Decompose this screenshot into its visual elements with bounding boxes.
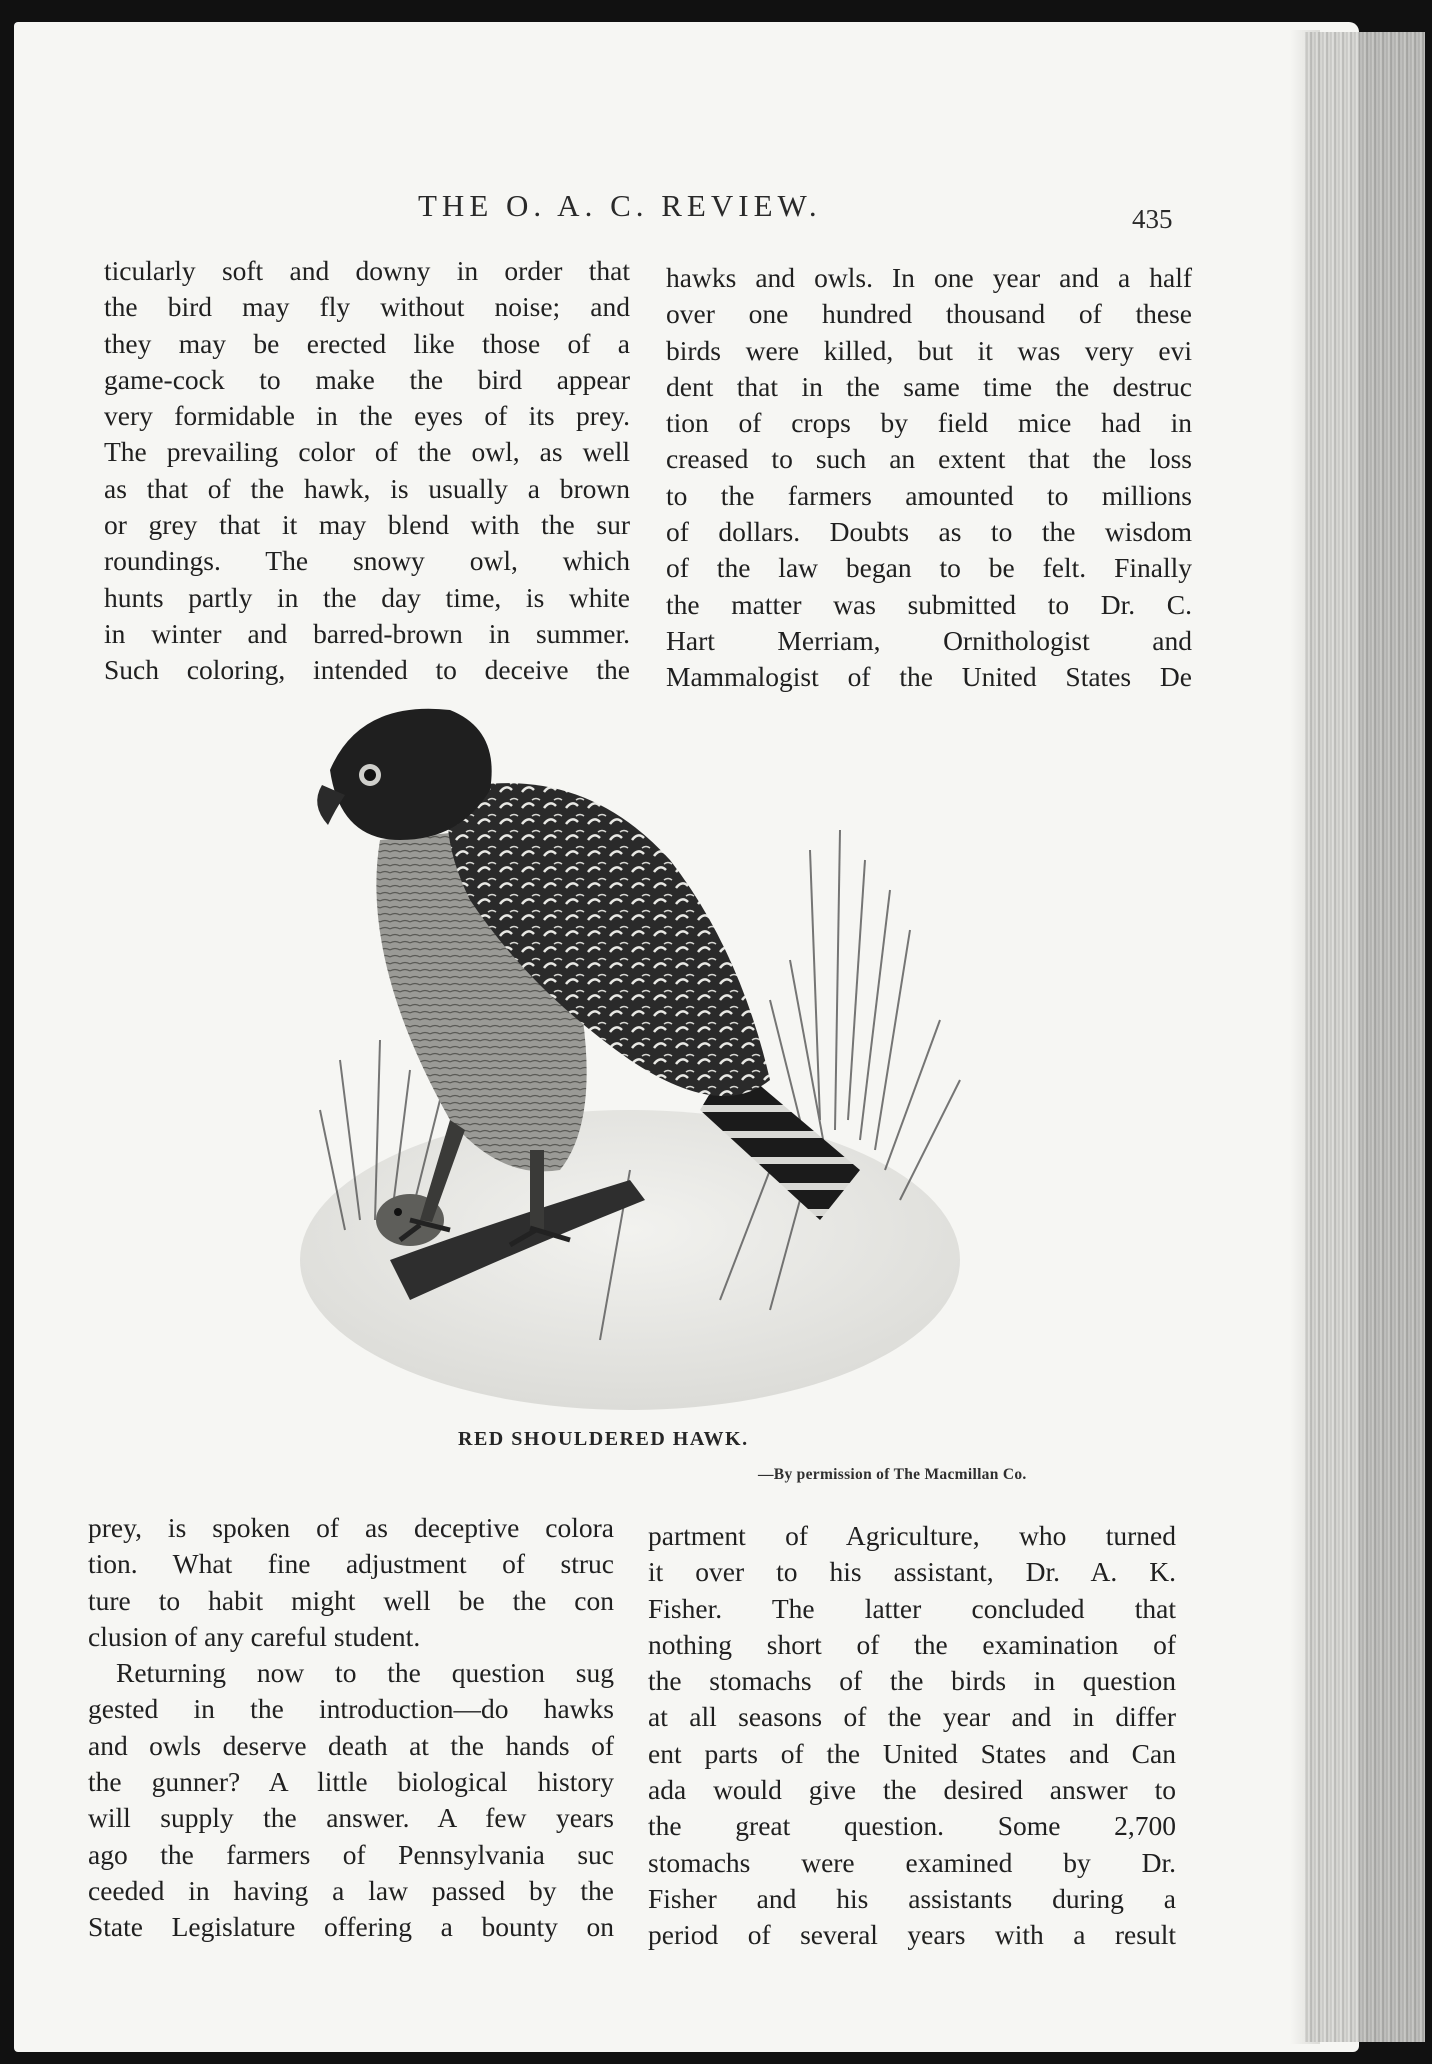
text-line: ent parts of the United States and Can bbox=[648, 1737, 1176, 1769]
page-stack-edge bbox=[1305, 32, 1425, 2042]
text-line: Mammalogist of the United States De bbox=[666, 661, 1192, 693]
text-line: the gunner? A little biological history bbox=[88, 1766, 614, 1798]
text-line: as that of the hawk, is usually a brown bbox=[104, 472, 630, 504]
text-line: hunts partly in the day time, is white bbox=[104, 581, 630, 613]
figure-credit: —By permission of The Macmillan Co. bbox=[758, 1466, 1027, 1483]
text-line: ture to habit might well be the con bbox=[88, 1584, 614, 1616]
text-line: and owls deserve death at the hands of bbox=[88, 1729, 614, 1761]
text-line: Returning now to the question sug bbox=[116, 1657, 614, 1689]
text-line: ticularly soft and downy in order that bbox=[104, 255, 630, 286]
text-line: very formidable in the eyes of its prey. bbox=[104, 400, 630, 432]
text-line: State Legislature offering a bounty on bbox=[88, 1911, 614, 1943]
text-line: in winter and barred-brown in summer. bbox=[104, 617, 630, 649]
text-line: over one hundred thousand of these bbox=[666, 298, 1192, 330]
text-line: the stomachs of the birds in question bbox=[648, 1665, 1176, 1697]
text-line: they may be erected like those of a bbox=[104, 327, 630, 359]
text-line: to the farmers amounted to millions bbox=[666, 479, 1192, 511]
text-line: partment of Agriculture, who turned bbox=[648, 1520, 1176, 1551]
column-bottom-right bbox=[648, 1518, 1176, 1954]
text-line: roundings. The snowy owl, which bbox=[104, 545, 630, 577]
text-line: Hart Merriam, Ornithologist and bbox=[666, 624, 1192, 656]
text-line: game-cock to make the bird appear bbox=[104, 363, 630, 395]
text-line: ago the farmers of Pennsylvania suc bbox=[88, 1838, 614, 1870]
text-line: Fisher. The latter concluded that bbox=[648, 1592, 1176, 1624]
text-line: the great question. Some 2,700 bbox=[648, 1810, 1176, 1842]
text-line: Fisher and his assistants during a bbox=[648, 1882, 1176, 1914]
text-line: or grey that it may blend with the sur bbox=[104, 509, 630, 541]
text-line: Such coloring, intended to deceive the bbox=[104, 654, 630, 686]
text-line: nothing short of the examination of bbox=[648, 1628, 1176, 1660]
text-line: at all seasons of the year and in differ bbox=[648, 1701, 1176, 1733]
column-top-left bbox=[104, 253, 630, 689]
text-line: clusion of any careful student. bbox=[88, 1620, 421, 1652]
text-line: it over to his assistant, Dr. A. K. bbox=[648, 1556, 1176, 1588]
text-line: tion of crops by field mice had in bbox=[666, 407, 1192, 439]
text-line: The prevailing color of the owl, as well bbox=[104, 436, 630, 468]
text-line: tion. What fine adjustment of struc bbox=[88, 1548, 614, 1580]
text-line: gested in the introduction—do hawks bbox=[88, 1693, 614, 1725]
figure-caption: RED SHOULDERED HAWK. bbox=[458, 1428, 749, 1450]
text-line: the matter was submitted to Dr. C. bbox=[666, 588, 1192, 620]
column-top-right bbox=[666, 260, 1192, 696]
hawk-illustration bbox=[300, 700, 980, 1430]
text-line: of dollars. Doubts as to the wisdom bbox=[666, 516, 1192, 548]
text-line: prey, is spoken of as deceptive colora bbox=[88, 1512, 614, 1543]
text-line: ada would give the desired answer to bbox=[648, 1774, 1176, 1806]
column-bottom-left bbox=[88, 1510, 614, 1946]
text-line: ceeded in having a law passed by the bbox=[88, 1874, 614, 1906]
text-line: period of several years with a result bbox=[648, 1919, 1176, 1951]
text-line: dent that in the same time the destruc bbox=[666, 370, 1192, 402]
page-number: 435 bbox=[1132, 204, 1173, 234]
text-line: creased to such an extent that the loss bbox=[666, 443, 1192, 475]
text-line: will supply the answer. A few years bbox=[88, 1802, 614, 1834]
text-line: hawks and owls. In one year and a half bbox=[666, 262, 1192, 293]
text-line: birds were killed, but it was very evi bbox=[666, 334, 1192, 366]
running-head: THE O. A. C. REVIEW. bbox=[418, 188, 822, 223]
text-line: stomachs were examined by Dr. bbox=[648, 1846, 1176, 1878]
text-line: of the law began to be felt. Finally bbox=[666, 552, 1192, 584]
text-line: the bird may fly without noise; and bbox=[104, 291, 630, 323]
